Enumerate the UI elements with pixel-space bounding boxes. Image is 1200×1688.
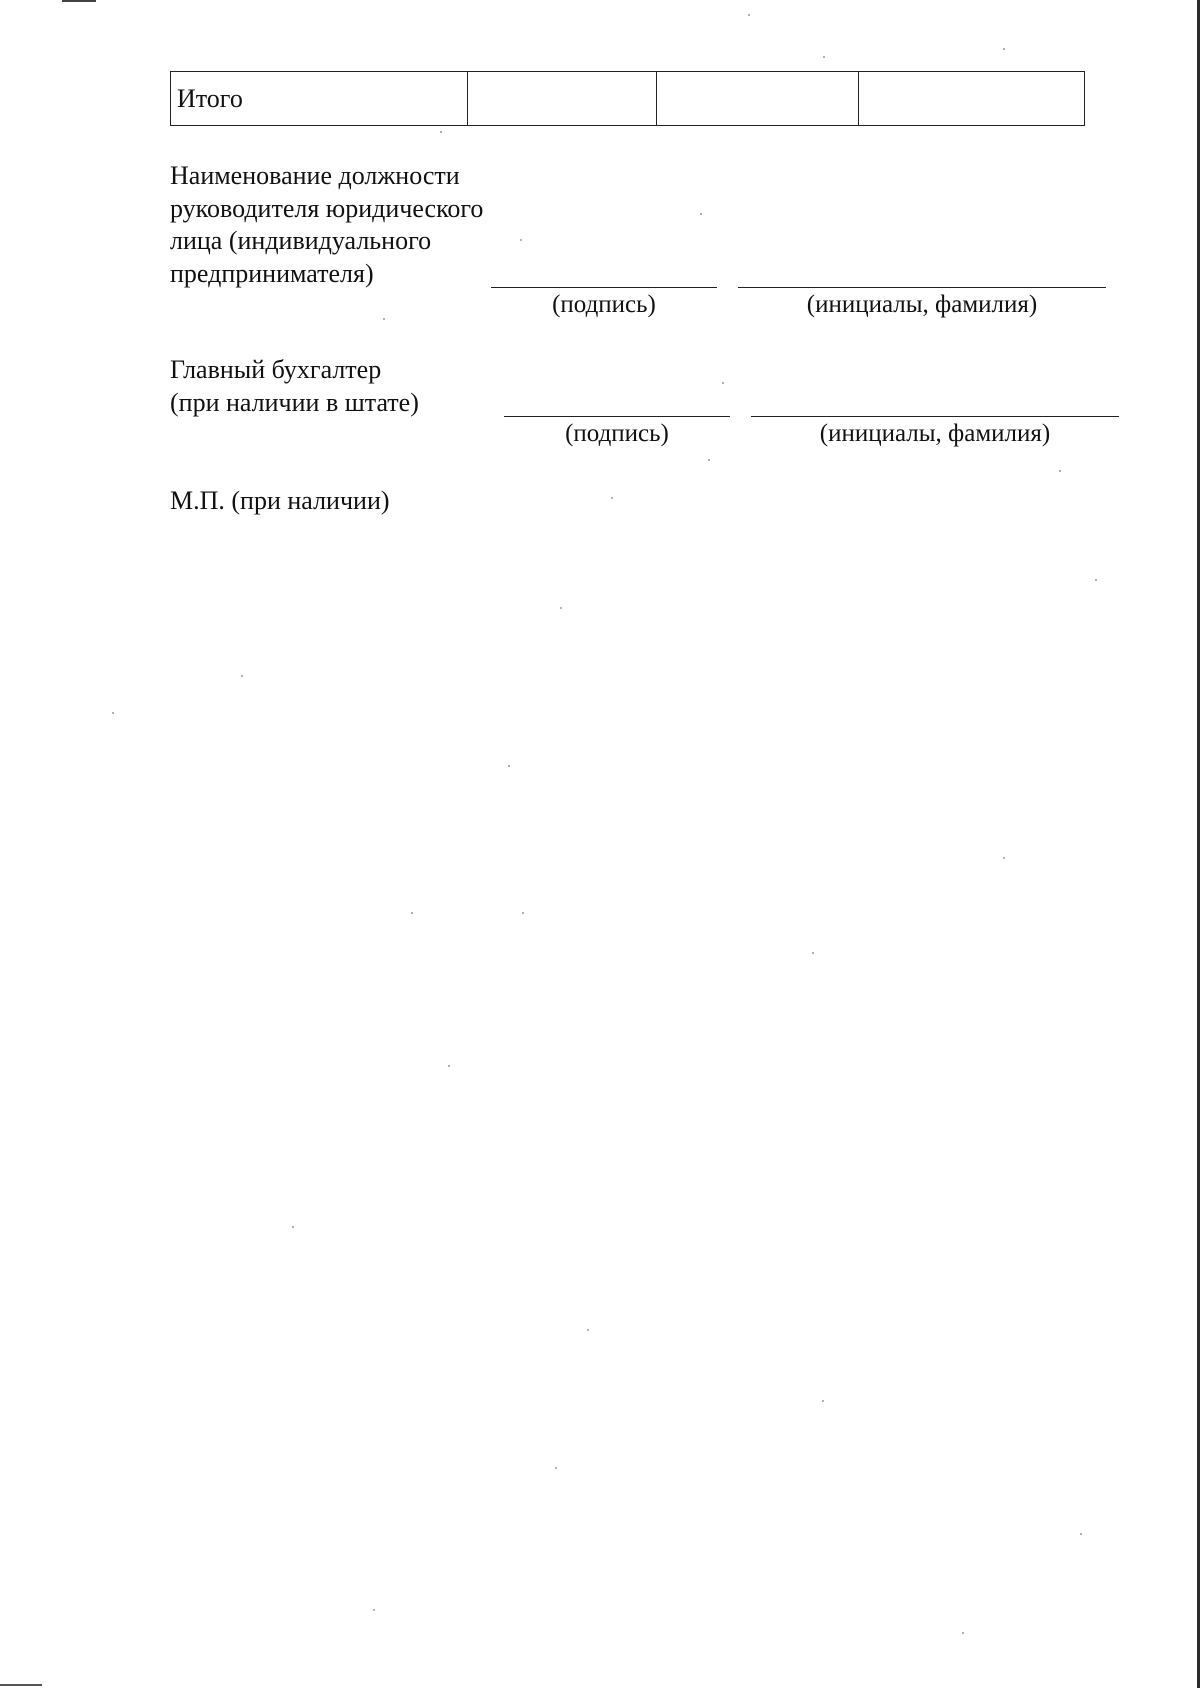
accountant-name-line — [751, 416, 1119, 417]
scan-speck — [822, 1400, 824, 1402]
head-position-label: Наименование должности руководителя юридического лица (индивидуального предпринимателя) — [170, 161, 484, 288]
head-name-caption: (инициалы, фамилия) — [806, 291, 1038, 318]
totals-label-cell: Итого — [171, 72, 468, 126]
accountant-signature-caption: (подпись) — [565, 420, 669, 447]
scan-speck — [241, 675, 243, 677]
scan-speck — [112, 712, 114, 714]
scan-speck — [1095, 579, 1097, 581]
scan-speck — [587, 1329, 589, 1331]
totals-table — [170, 71, 1085, 126]
scan-speck — [708, 459, 710, 461]
accountant-signature-line — [504, 416, 730, 417]
totals-value-cell — [859, 72, 1085, 126]
head-signature-line — [491, 287, 717, 288]
scan-speck — [520, 239, 522, 241]
scan-speck — [722, 382, 724, 384]
head-name-line — [738, 287, 1106, 288]
scan-speck — [1003, 48, 1005, 50]
table-row — [171, 72, 1085, 126]
accountant-label: Главный бухгалтер (при наличии в штате) — [170, 355, 419, 417]
scan-speck — [700, 213, 702, 215]
scan-speck — [823, 56, 825, 58]
scan-speck — [1059, 470, 1061, 472]
scan-speck — [555, 1467, 557, 1469]
head-signature-caption: (подпись) — [552, 291, 656, 318]
scan-speck — [508, 765, 510, 767]
stamp-label: М.П. (при наличии) — [170, 486, 390, 515]
totals-value-cell — [657, 72, 859, 126]
scan-edge-mark-top — [62, 0, 96, 2]
scan-speck — [812, 952, 814, 954]
scan-edge-mark-bottom — [0, 1684, 42, 1686]
scan-speck — [373, 1609, 375, 1611]
scan-speck — [560, 607, 562, 609]
scan-speck — [292, 1226, 294, 1228]
scan-speck — [1080, 1533, 1082, 1535]
scan-speck — [411, 912, 413, 914]
accountant-name-caption: (инициалы, фамилия) — [819, 420, 1051, 447]
scan-speck — [448, 1065, 450, 1067]
totals-value-cell — [468, 72, 657, 126]
scan-speck — [522, 912, 524, 914]
scan-speck — [611, 497, 613, 499]
scan-speck — [440, 131, 442, 133]
scan-speck — [748, 14, 750, 16]
scan-speck — [1003, 857, 1005, 859]
scan-speck — [383, 318, 385, 320]
scan-speck — [962, 1632, 964, 1634]
